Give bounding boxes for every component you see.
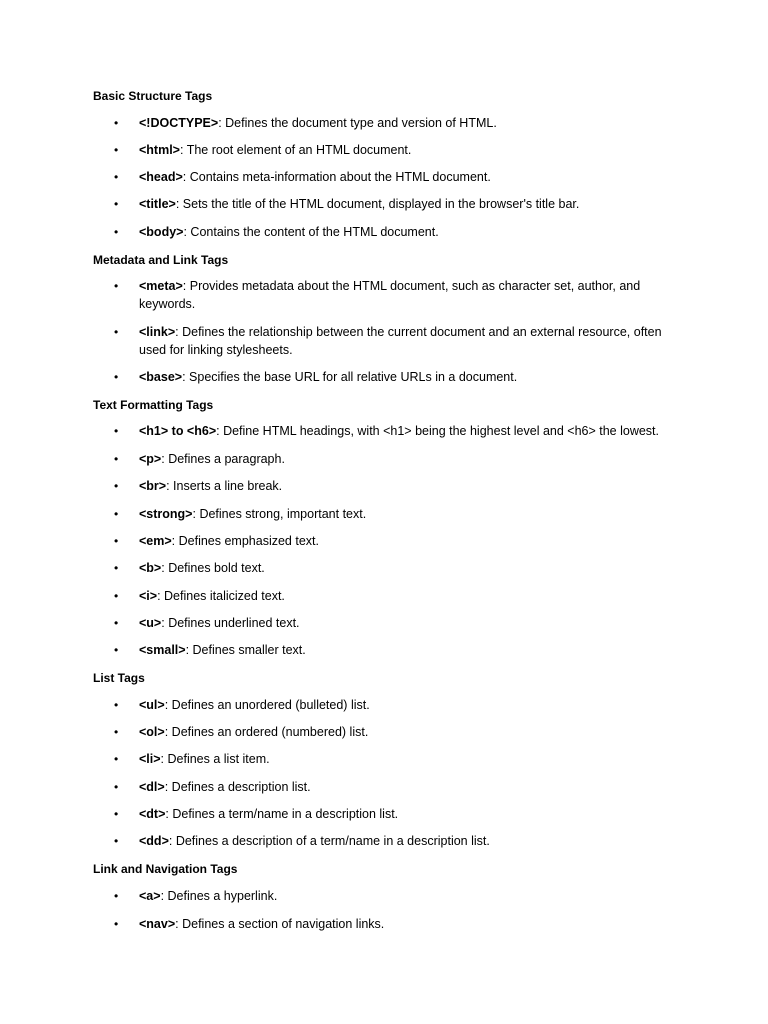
bullet-icon: •: [114, 424, 119, 438]
bullet-icon: •: [114, 725, 119, 739]
list-item: [114, 168, 684, 186]
tag-description: : Defines strong, important text.: [192, 507, 367, 521]
tag-name: <base>: [139, 370, 183, 384]
tag-name: <em>: [139, 534, 172, 548]
bullet-icon: •: [114, 325, 119, 339]
list-item: [114, 587, 684, 605]
tag-description: : Defines a list item.: [160, 752, 270, 766]
list-item: [114, 422, 684, 440]
section-heading: Text Formatting Tags: [93, 398, 214, 412]
tag-description: : Define HTML headings, with <h1> being the highest level and <h6> the lowest.: [216, 424, 660, 438]
list-item: [114, 559, 684, 577]
tag-name: <dl>: [139, 780, 165, 794]
section-heading: Metadata and Link Tags: [93, 253, 229, 267]
bullet-icon: •: [114, 807, 119, 821]
bullet-icon: •: [114, 225, 119, 239]
tag-description: : Defines a term/name in a description list.: [165, 807, 399, 821]
bullet-icon: •: [114, 834, 119, 848]
tag-name: <li>: [139, 752, 161, 766]
bullet-icon: •: [114, 752, 119, 766]
list-item: [114, 532, 684, 550]
bullet-icon: •: [114, 452, 119, 466]
list-item: [114, 614, 684, 632]
bullet-icon: •: [114, 616, 119, 630]
tag-name: <head>: [139, 170, 183, 184]
tag-description: : Defines a section of navigation links.: [175, 917, 385, 931]
tag-name: <dd>: [139, 834, 169, 848]
tag-description: : Defines an ordered (numbered) list.: [164, 725, 369, 739]
tag-name: <meta>: [139, 279, 183, 293]
tag-name: <strong>: [139, 507, 193, 521]
bullet-icon: •: [114, 479, 119, 493]
tag-name: <dt>: [139, 807, 166, 821]
bullet-icon: •: [114, 534, 119, 548]
tag-description: : Defines the relationship between the current document and an external resource, often used for linking stylesheets.: [139, 325, 662, 357]
tag-name: <h1> to <h6>: [139, 424, 217, 438]
list-item: [114, 887, 684, 905]
list-item: [114, 195, 684, 213]
tag-description: : Defines a description of a term/name in a description list.: [168, 834, 490, 848]
tag-name: <u>: [139, 616, 162, 630]
tag-description: : Defines bold text.: [161, 561, 265, 575]
tag-name: <!DOCTYPE>: [139, 116, 219, 130]
list-item: [114, 915, 684, 933]
bullet-icon: •: [114, 197, 119, 211]
tag-name: <ul>: [139, 698, 165, 712]
bullet-icon: •: [114, 116, 119, 130]
tag-name: <p>: [139, 452, 162, 466]
list-item: [114, 114, 684, 132]
tag-description: : Contains meta-information about the HTML document.: [182, 170, 491, 184]
bullet-icon: •: [114, 170, 119, 184]
tag-description: : Sets the title of the HTML document, displayed in the browser's title bar.: [175, 197, 580, 211]
tag-description: : Contains the content of the HTML document.: [183, 225, 439, 239]
tag-name: <a>: [139, 889, 161, 903]
list-item: [114, 750, 684, 768]
section-heading: Link and Navigation Tags: [93, 862, 238, 876]
tag-description: : Defines underlined text.: [161, 616, 300, 630]
tag-description: : Inserts a line break.: [166, 479, 283, 493]
tag-description: : Specifies the base URL for all relative URLs in a document.: [182, 370, 518, 384]
tag-name: <br>: [139, 479, 167, 493]
bullet-icon: •: [114, 589, 119, 603]
tag-description: : Defines emphasized text.: [171, 534, 319, 548]
bullet-icon: •: [114, 917, 119, 931]
list-item: [114, 696, 684, 714]
tag-name: <html>: [139, 143, 180, 157]
bullet-icon: •: [114, 698, 119, 712]
bullet-icon: •: [114, 643, 119, 657]
bullet-icon: •: [114, 889, 119, 903]
tag-description: : Provides metadata about the HTML document, such as character set, author, and keywords.: [139, 279, 641, 311]
tag-name: <title>: [139, 197, 176, 211]
list-item: [114, 277, 684, 313]
tag-name: <small>: [139, 643, 186, 657]
list-item: [114, 323, 684, 359]
tag-name: <i>: [139, 589, 158, 603]
bullet-icon: •: [114, 780, 119, 794]
tag-description: : Defines italicized text.: [157, 589, 285, 603]
tag-description: : Defines the document type and version of HTML.: [218, 116, 497, 130]
tag-name: <body>: [139, 225, 184, 239]
tag-description: : Defines an unordered (bulleted) list.: [164, 698, 370, 712]
tag-name: <link>: [139, 325, 176, 339]
list-item: [114, 805, 684, 823]
tag-description: : The root element of an HTML document.: [180, 143, 412, 157]
list-item: [114, 641, 684, 659]
tag-description: : Defines a paragraph.: [161, 452, 285, 466]
list-item: [114, 368, 684, 386]
list-item: [114, 223, 684, 241]
bullet-icon: •: [114, 561, 119, 575]
list-item: [114, 505, 684, 523]
list-item: [114, 477, 684, 495]
tag-name: <ol>: [139, 725, 165, 739]
list-item: [114, 778, 684, 796]
list-item: [114, 723, 684, 741]
bullet-icon: •: [114, 507, 119, 521]
list-item: [114, 450, 684, 468]
tag-description: : Defines smaller text.: [185, 643, 306, 657]
list-item: [114, 141, 684, 159]
section-heading: Basic Structure Tags: [93, 89, 213, 103]
bullet-icon: •: [114, 143, 119, 157]
list-item: [114, 832, 684, 850]
bullet-icon: •: [114, 279, 119, 293]
tag-description: : Defines a description list.: [164, 780, 311, 794]
section-heading: List Tags: [93, 671, 145, 685]
tag-name: <nav>: [139, 917, 176, 931]
tag-description: : Defines a hyperlink.: [160, 889, 278, 903]
tag-name: <b>: [139, 561, 162, 575]
bullet-icon: •: [114, 370, 119, 384]
